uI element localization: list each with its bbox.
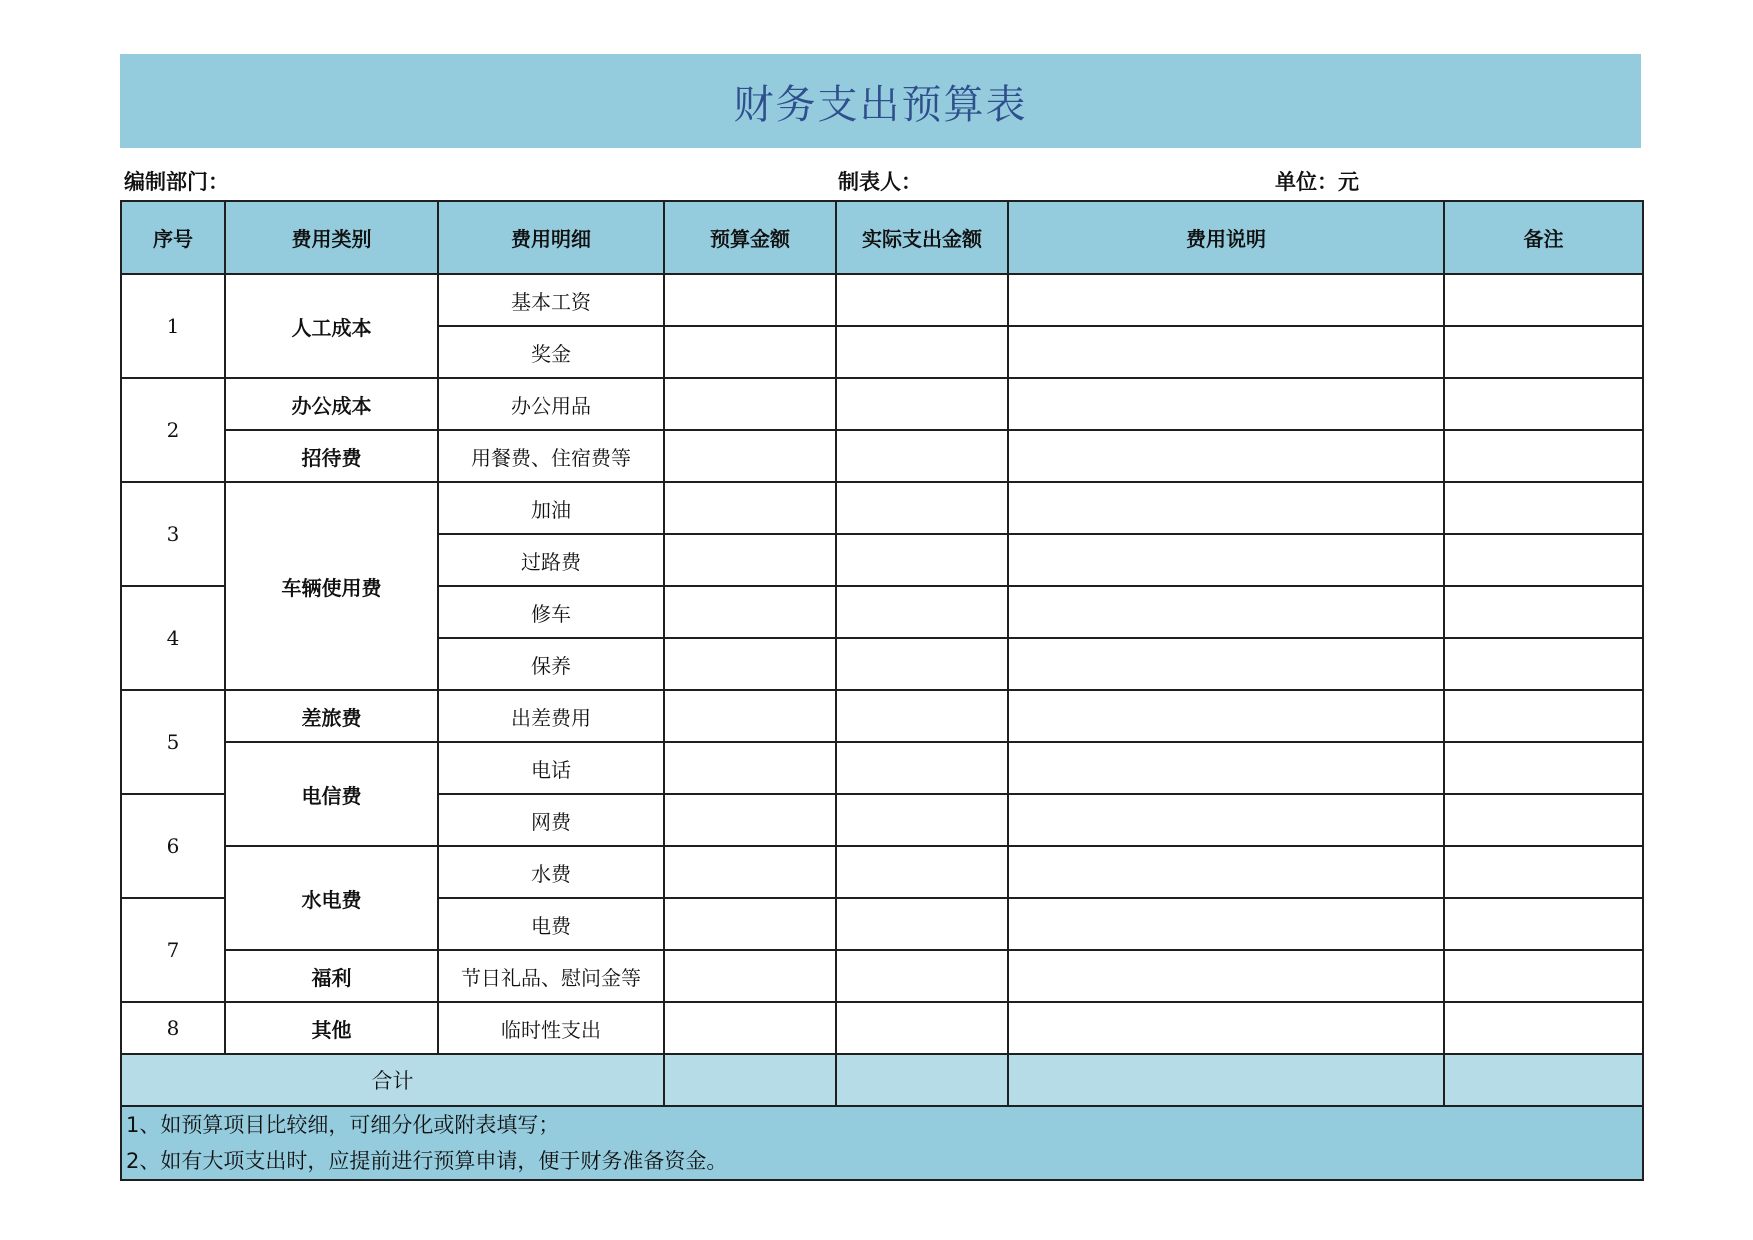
total-actual-cell[interactable]	[836, 1054, 1008, 1106]
total-row	[121, 1054, 1643, 1106]
actual-cell[interactable]	[836, 482, 1008, 534]
actual-cell[interactable]	[836, 638, 1008, 690]
description-cell[interactable]	[1008, 1002, 1444, 1054]
detail-cell: 水费	[438, 846, 664, 898]
table-row	[121, 950, 1643, 1002]
remark-cell[interactable]	[1444, 430, 1643, 482]
remark-cell[interactable]	[1444, 742, 1643, 794]
description-cell[interactable]	[1008, 482, 1444, 534]
actual-cell[interactable]	[836, 898, 1008, 950]
actual-cell[interactable]	[836, 742, 1008, 794]
description-cell[interactable]	[1008, 950, 1444, 1002]
table-row	[121, 1002, 1643, 1054]
header-row	[121, 201, 1643, 274]
remark-cell[interactable]	[1444, 794, 1643, 846]
header-detail: 费用明细	[438, 201, 664, 274]
budget-cell[interactable]	[664, 534, 836, 586]
header-actual: 实际支出金额	[836, 201, 1008, 274]
seq-cell: 4	[121, 586, 225, 690]
category-cell: 水电费	[225, 846, 438, 950]
header-seq: 序号	[121, 201, 225, 274]
description-cell[interactable]	[1008, 898, 1444, 950]
remark-cell[interactable]	[1444, 274, 1643, 326]
category-cell: 招待费	[225, 430, 438, 482]
detail-cell: 电费	[438, 898, 664, 950]
detail-cell: 保养	[438, 638, 664, 690]
actual-cell[interactable]	[836, 534, 1008, 586]
description-cell[interactable]	[1008, 430, 1444, 482]
category-cell: 差旅费	[225, 690, 438, 742]
department-label: 编制部门：	[124, 170, 229, 194]
page-title: 财务支出预算表	[733, 81, 1028, 128]
seq-cell: 6	[121, 794, 225, 898]
description-cell[interactable]	[1008, 742, 1444, 794]
table-row	[121, 846, 1643, 898]
table-row	[121, 742, 1643, 794]
detail-cell: 加油	[438, 482, 664, 534]
header-description: 费用说明	[1008, 201, 1444, 274]
header-budget: 预算金额	[664, 201, 836, 274]
budget-cell[interactable]	[664, 274, 836, 326]
notes-row	[121, 1106, 1643, 1180]
seq-cell: 8	[121, 1002, 225, 1054]
category-cell: 福利	[225, 950, 438, 1002]
category-cell: 其他	[225, 1002, 438, 1054]
table-row	[121, 482, 1643, 534]
budget-cell[interactable]	[664, 638, 836, 690]
description-cell[interactable]	[1008, 638, 1444, 690]
actual-cell[interactable]	[836, 1002, 1008, 1054]
detail-cell: 出差费用	[438, 690, 664, 742]
remark-cell[interactable]	[1444, 690, 1643, 742]
budget-cell[interactable]	[664, 586, 836, 638]
description-cell[interactable]	[1008, 846, 1444, 898]
actual-cell[interactable]	[836, 690, 1008, 742]
remark-cell[interactable]	[1444, 482, 1643, 534]
category-cell: 电信费	[225, 742, 438, 846]
detail-cell: 电话	[438, 742, 664, 794]
table-row	[121, 430, 1643, 482]
budget-cell[interactable]	[664, 690, 836, 742]
detail-cell: 修车	[438, 586, 664, 638]
actual-cell[interactable]	[836, 430, 1008, 482]
table-row	[121, 274, 1643, 326]
remark-cell[interactable]	[1444, 638, 1643, 690]
description-cell[interactable]	[1008, 274, 1444, 326]
table-row	[121, 378, 1643, 430]
budget-cell[interactable]	[664, 326, 836, 378]
header-category: 费用类别	[225, 201, 438, 274]
description-cell[interactable]	[1008, 378, 1444, 430]
actual-cell[interactable]	[836, 846, 1008, 898]
description-cell[interactable]	[1008, 326, 1444, 378]
remark-cell[interactable]	[1444, 326, 1643, 378]
description-cell[interactable]	[1008, 690, 1444, 742]
total-remark-cell[interactable]	[1444, 1054, 1643, 1106]
budget-table	[120, 200, 1644, 1181]
budget-cell[interactable]	[664, 378, 836, 430]
remark-cell[interactable]	[1444, 378, 1643, 430]
description-cell[interactable]	[1008, 586, 1444, 638]
preparer-label: 制表人：	[838, 170, 922, 194]
actual-cell[interactable]	[836, 950, 1008, 1002]
unit-label: 单位：元	[1275, 170, 1359, 194]
seq-cell: 3	[121, 482, 225, 586]
budget-cell[interactable]	[664, 482, 836, 534]
budget-cell[interactable]	[664, 1002, 836, 1054]
seq-cell: 7	[121, 898, 225, 1002]
remark-cell[interactable]	[1444, 950, 1643, 1002]
category-cell: 办公成本	[225, 378, 438, 430]
actual-cell[interactable]	[836, 586, 1008, 638]
budget-cell[interactable]	[664, 430, 836, 482]
remark-cell[interactable]	[1444, 586, 1643, 638]
detail-cell: 节日礼品、慰问金等	[438, 950, 664, 1002]
category-cell: 车辆使用费	[225, 482, 438, 690]
title-bar	[120, 54, 1641, 148]
remark-cell[interactable]	[1444, 534, 1643, 586]
budget-cell[interactable]	[664, 846, 836, 898]
actual-cell[interactable]	[836, 326, 1008, 378]
budget-cell[interactable]	[664, 794, 836, 846]
detail-cell: 基本工资	[438, 274, 664, 326]
note-line-1: 1、如预算项目比较细，可细分化或附表填写；	[126, 1113, 560, 1137]
detail-cell: 用餐费、住宿费等	[438, 430, 664, 482]
actual-cell[interactable]	[836, 274, 1008, 326]
actual-cell[interactable]	[836, 794, 1008, 846]
seq-cell: 5	[121, 690, 225, 794]
actual-cell[interactable]	[836, 378, 1008, 430]
budget-cell[interactable]	[664, 950, 836, 1002]
detail-cell: 办公用品	[438, 378, 664, 430]
detail-cell: 临时性支出	[438, 1002, 664, 1054]
detail-cell: 过路费	[438, 534, 664, 586]
description-cell[interactable]	[1008, 794, 1444, 846]
remark-cell[interactable]	[1444, 846, 1643, 898]
notes-cell	[121, 1106, 1643, 1180]
seq-cell: 2	[121, 378, 225, 482]
seq-cell: 1	[121, 274, 225, 378]
budget-cell[interactable]	[664, 898, 836, 950]
category-cell: 人工成本	[225, 274, 438, 378]
description-cell[interactable]	[1008, 534, 1444, 586]
total-description-cell[interactable]	[1008, 1054, 1444, 1106]
detail-cell: 奖金	[438, 326, 664, 378]
budget-cell[interactable]	[664, 742, 836, 794]
total-budget-cell[interactable]	[664, 1054, 836, 1106]
remark-cell[interactable]	[1444, 1002, 1643, 1054]
remark-cell[interactable]	[1444, 898, 1643, 950]
total-label: 合计	[121, 1054, 664, 1106]
detail-cell: 网费	[438, 794, 664, 846]
header-remark: 备注	[1444, 201, 1643, 274]
note-line-2: 2、如有大项支出时，应提前进行预算申请，便于财务准备资金。	[126, 1149, 728, 1173]
table-row	[121, 690, 1643, 742]
